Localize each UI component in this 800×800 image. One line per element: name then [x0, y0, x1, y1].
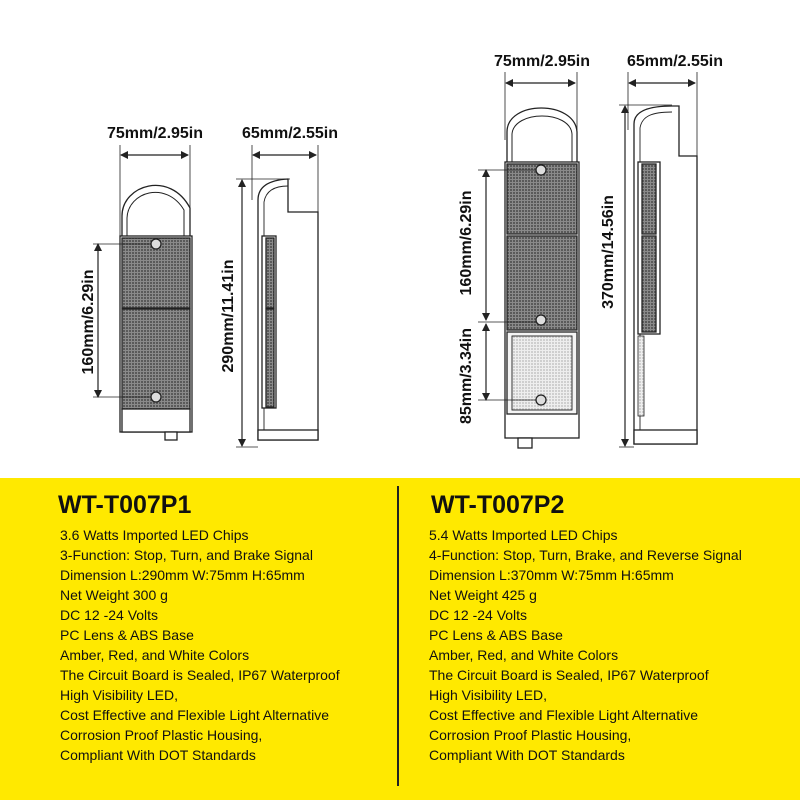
p2-spec-list: [429, 525, 742, 765]
p2-side-depth-label: 65mm/2.55in: [626, 53, 724, 70]
p1-spec-list: [60, 525, 340, 765]
p2-spec-item: 5.4 Watts Imported LED Chips: [429, 527, 618, 543]
p2-spec-item: Amber, Red, and White Colors: [429, 647, 619, 663]
p2-spec-item: High Visibility LED,: [429, 687, 548, 703]
p1-model-title: WT-T007P1: [58, 491, 192, 519]
p1-spec-item: 3-Function: Stop, Turn, and Brake Signal: [60, 547, 313, 563]
p2-height-label: 370mm/14.56in: [600, 195, 617, 309]
p2-spec-item: 4-Function: Stop, Turn, Brake, and Reverse Signal: [429, 547, 742, 563]
p1-spec-item: PC Lens & ABS Base: [60, 627, 194, 643]
p1-spec-item: Corrosion Proof Plastic Housing,: [60, 727, 263, 743]
p2-spec-item: Net Weight 425 g: [429, 587, 537, 603]
p1-spec-item: Net Weight 300 g: [60, 587, 168, 603]
p1-spec-item: Cost Effective and Flexible Light Alternative: [60, 707, 330, 723]
p2-spec-item: Dimension L:370mm W:75mm H:65mm: [429, 567, 674, 583]
p2-lamp-spacing-label: 160mm/6.29in: [458, 190, 475, 296]
p1-front-view: [120, 185, 192, 440]
p2-side-view: [634, 106, 697, 444]
p2-spec-item: Cost Effective and Flexible Light Alternative: [429, 707, 699, 723]
p2-spec-item: PC Lens & ABS Base: [429, 627, 563, 643]
p2-spec-item: The Circuit Board is Sealed, IP67 Waterproof: [429, 667, 709, 683]
spec-panel: [0, 478, 800, 800]
p2-spec-item: Compliant With DOT Standards: [429, 747, 625, 763]
p1-lamp-spacing-label: 160mm/6.29in: [80, 269, 97, 375]
p1-spec-item: DC 12 -24 Volts: [60, 607, 159, 623]
p1-spec-item: Amber, Red, and White Colors: [60, 647, 250, 663]
p1-side-view: [258, 179, 318, 440]
p2-front-view: [505, 108, 579, 448]
p2-lower-spacing-label: 85mm/3.34in: [458, 327, 475, 425]
p2-spec-item: Corrosion Proof Plastic Housing,: [429, 727, 632, 743]
p1-spec-item: 3.6 Watts Imported LED Chips: [60, 527, 249, 543]
p1-spec-item: High Visibility LED,: [60, 687, 179, 703]
column-divider: [397, 486, 399, 786]
p1-front-width-label: 75mm/2.95in: [106, 125, 204, 142]
p1-side-depth-label: 65mm/2.55in: [241, 125, 339, 142]
p1-spec-item: Compliant With DOT Standards: [60, 747, 256, 763]
p2-spec-item: DC 12 -24 Volts: [429, 607, 528, 623]
p1-spec-item: Dimension L:290mm W:75mm H:65mm: [60, 567, 305, 583]
p1-height-label: 290mm/11.41in: [220, 259, 237, 373]
p2-model-title: WT-T007P2: [431, 491, 565, 519]
p2-front-width-label: 75mm/2.95in: [493, 53, 591, 70]
p1-spec-item: The Circuit Board is Sealed, IP67 Waterproof: [60, 667, 340, 683]
